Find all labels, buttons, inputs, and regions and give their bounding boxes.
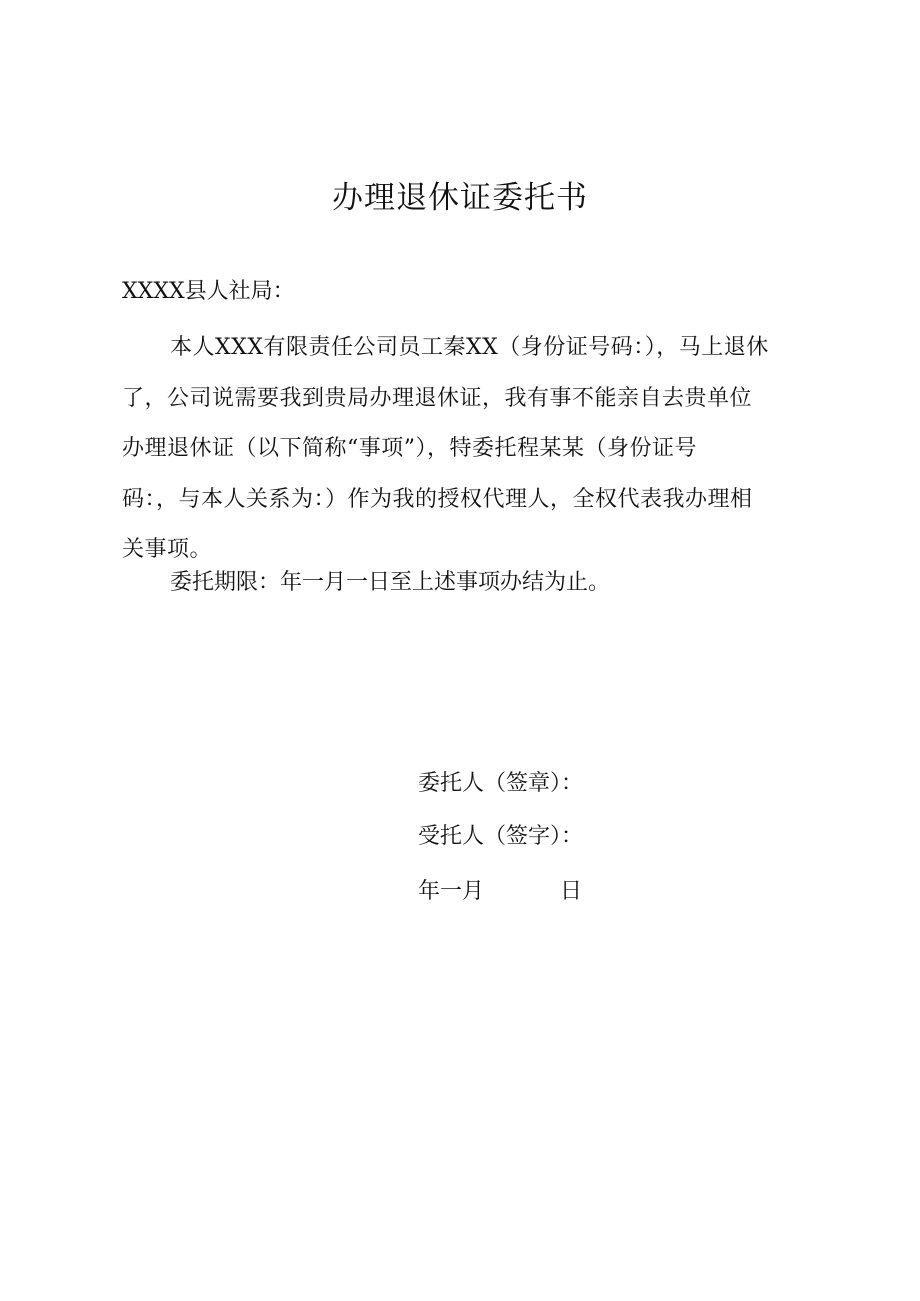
body-line-1-text: 本人XXX有限责任公司员工秦XX（身份证号码：），马上退休 [170,335,769,360]
entrust-period-text: 委托期限：年一月一日至上述事项办结为止。 [170,570,611,595]
body-line: 了，公司说需要我到贵局办理退休证，我有事不能亲自去贵单位 [122,385,753,411]
agent-signature-line: 受托人（签字）： [418,824,584,849]
body-paragraph [122,323,822,576]
salutation: XXXX县人社局： [122,279,295,304]
body-line: 码：，与本人关系为：）作为我的授权代理人，全权代表我办理相 [122,486,753,512]
signature-date-line [418,876,582,908]
principal-signature-line: 委托人（签章）： [418,771,584,796]
entrust-period [122,567,610,599]
date-day: 日 [560,879,583,904]
page-title: 办理退休证委托书 [332,180,588,216]
body-line [122,323,822,374]
body-line: 办理退休证（以下简称“事项”），特委托程某某（身份证号 [122,436,697,461]
date-year-month: 年一月 [418,879,485,904]
body-line: 关事项。 [122,537,213,562]
